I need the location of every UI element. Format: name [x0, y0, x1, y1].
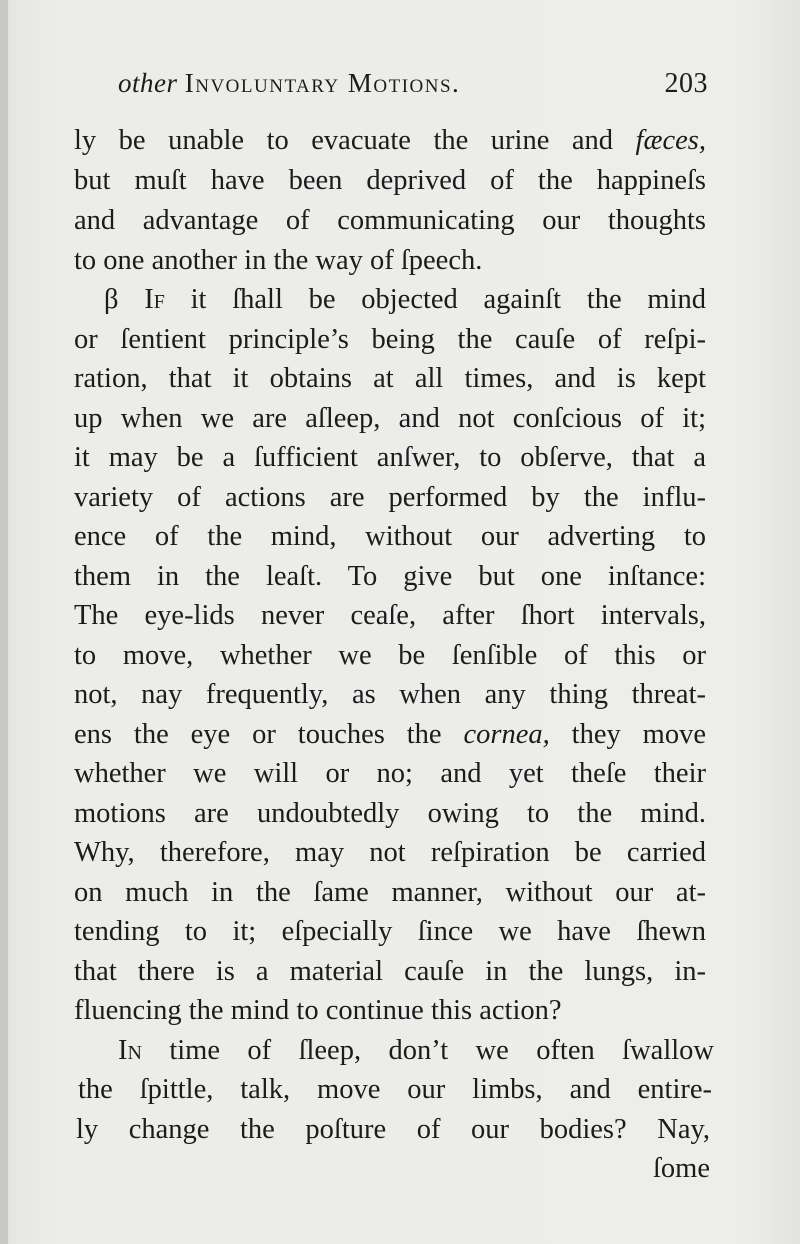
italic-word: cornea,	[463, 719, 550, 750]
section-marker: β	[104, 284, 145, 315]
text-line: The eye-lids never ceaſe, after ſhort intervals,	[74, 600, 706, 631]
running-head-italic: other	[118, 68, 178, 98]
text-line	[118, 1032, 714, 1070]
text-line: but muſt have been deprived of the happineſs	[74, 165, 706, 196]
text-line: up when we are aſleep, and not conſcious of it;	[74, 403, 706, 434]
text-line: it may be a ſufficient anſwer, to obſerve, that a	[74, 442, 706, 473]
text-line: ence of the mind, without our adverting to	[74, 521, 706, 552]
text-line: and advantage of communicating our thoughts	[74, 205, 706, 236]
line-text: they move	[549, 719, 706, 750]
text-line: ly change the poſture of our bodies? Nay,	[76, 1114, 710, 1145]
text-line: them in the leaſt. To give but one inſtance:	[74, 561, 706, 592]
italic-word: fæces,	[635, 125, 706, 156]
text-line: tending to it; eſpecially ſince we have ſhewn	[74, 916, 706, 947]
text-line: to one another in the way of ſpeech.	[74, 245, 483, 276]
text-line: variety of actions are performed by the influ-	[74, 482, 706, 513]
text-line: ration, that it obtains at all times, and is kept	[74, 363, 706, 394]
page-gutter-shadow	[0, 0, 8, 1244]
text-line: not, nay frequently, as when any thing threat-	[74, 679, 706, 710]
running-head-caps: Involuntary Motions.	[184, 68, 461, 98]
paragraph-initial-word: In	[118, 1035, 142, 1066]
text-line: that there is a material cauſe in the lungs, in-	[74, 956, 706, 987]
line-text: ens the eye or touches the	[74, 719, 464, 750]
text-line	[74, 716, 706, 754]
text-line: motions are undoubtedly owing to the mind.	[74, 798, 706, 829]
page-number: 203	[664, 68, 708, 99]
text-line: Why, therefore, may not reſpiration be carried	[74, 837, 706, 868]
text-line: the ſpittle, talk, move our limbs, and entire-	[78, 1074, 712, 1105]
page-header	[118, 68, 716, 108]
paragraph-initial-word: If	[144, 284, 165, 315]
line-text: it ſhall be objected againſt the mind	[164, 284, 706, 315]
text-line: whether we will or no; and yet theſe their	[74, 758, 706, 789]
text-line: on much in the ſame manner, without our at-	[74, 877, 706, 908]
line-text: time of ſleep, don’t we often ſwallow	[141, 1035, 714, 1066]
text-line: fluencing the mind to continue this action?	[74, 995, 562, 1026]
line-text: ly be unable to evacuate the urine and	[74, 125, 636, 156]
text-line	[104, 281, 706, 319]
text-line: or ſentient principle’s being the cauſe of reſpi-	[74, 324, 706, 355]
catchword: ſome	[653, 1153, 710, 1184]
text-line: to move, whether we be ſenſible of this or	[74, 640, 706, 671]
text-line	[74, 122, 706, 160]
running-head	[118, 68, 460, 99]
